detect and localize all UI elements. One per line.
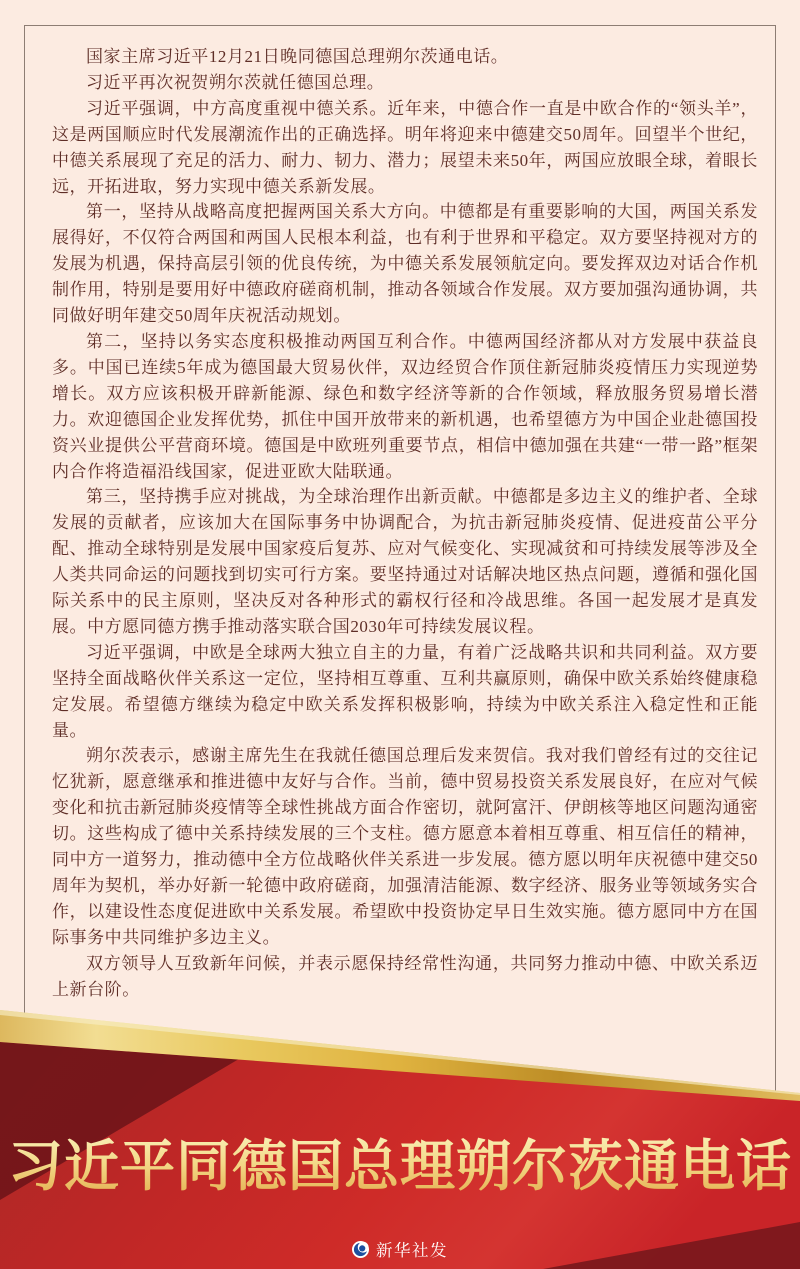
article-paragraph: 双方领导人互致新年问候，并表示愿保持经常性沟通，共同努力推动中德、中欧关系迈上新台阶。 <box>52 953 758 999</box>
xinhua-globe-icon <box>352 1241 369 1258</box>
article-paragraph: 朔尔茨表示，感谢主席先生在我就任德国总理后发来贺信。我对我们曾经有过的交往记忆犹新，愿意继承和推进德中友好与合作。当前，德中贸易投资关系发展良好，在应对气候变化和抗击新冠肺炎疫情等全球性挑战方面合作密切，就阿富汗、伊朗核等地区问题沟通密切。这些构成了德中关系持续发展的三个支柱。德方愿意本着相互尊重、相互信任的精神，同中方一道努力，推动德中全方位战略伙伴关系进一步发展。德方愿以明年庆祝德中建交50周年为契机，举办好新一轮德中政府磋商，加强清洁能源、数字经济、服务业等领域务实合作，以建设性态度促进欧中关系发展。希望欧中投资协定早日生效实施。德方愿同中方在国际事务中共同维护多边主义。 <box>52 746 758 947</box>
article-paragraph: 习近平强调，中方高度重视中德关系。近年来，中德合作一直是中欧合作的“领头羊”，这是两国顺应时代发展潮流作出的正确选择。明年将迎来中德建交50周年。回望半个世纪，中德关系展现了充足的活力、耐力、韧力、潜力；展望未来50年，两国应放眼全球，着眼长远，开拓进取，努力实现中德关系新发展。 <box>52 98 758 196</box>
article-paragraph: 第三，坚持携手应对挑战，为全球治理作出新贡献。中德都是多边主义的维护者、全球发展的贡献者，应该加大在国际事务中协调配合，为抗击新冠肺炎疫情、促进疫苗公平分配、推动全球特别是发展中国家疫后复苏、应对气候变化、实现减贫和可持续发展等涉及全人类共同命运的问题找到切实可行方案。要坚持通过对话解决地区热点问题，遵循和强化国际关系中的民主原则，坚决反对各种形式的霸权行径和冷战思维。各国一起发展才是真发展。中方愿同德方携手推动落实联合国2030年可持续发展议程。 <box>52 487 758 636</box>
banner-title: 习近平同德国总理朔尔茨通电话 <box>0 1134 800 1200</box>
article-paragraph: 习近平强调，中欧是全球两大独立自主的力量，有着广泛战略共识和共同利益。双方要坚持全面战略伙伴关系这一定位，坚持相互尊重、互利共赢原则，确保中欧关系始终健康稳定发展。希望德方继续为稳定中欧关系发挥积极影响，持续为中欧关系注入稳定性和正能量。 <box>52 642 758 740</box>
article-paragraph: 第一，坚持从战略高度把握两国关系大方向。中德都是有重要影响的大国，两国关系发展得好，不仅符合两国和两国人民根本利益，也有利于世界和平稳定。双方要坚持视对方的发展为机遇，保持高层引领的优良传统，为中德关系发展领航定向。要发挥双边对话合作机制作用，特别是要用好中德政府磋商机制，推动各领域合作发展。双方要加强沟通协调，共同做好明年建交50周年庆祝活动规划。 <box>52 202 758 326</box>
credit-label: 新华社发 <box>376 1242 448 1260</box>
article-paragraph: 国家主席习近平12月21日晚同德国总理朔尔茨通电话。 <box>86 47 509 66</box>
article-body <box>52 44 758 1003</box>
publisher-credit <box>0 1237 800 1261</box>
article-paragraph: 第二，坚持以务实态度积极推动两国互利合作。中德两国经济都从对方发展中获益良多。中国已连续5年成为德国最大贸易伙伴，双边经贸合作顶住新冠肺炎疫情压力实现逆势增长。双方应该积极开辟新能源、绿色和数字经济等新的合作领域，释放服务贸易增长潜力。欢迎德国企业发挥优势，抓住中国开放带来的新机遇，也希望德方为中国企业赴德国投资兴业提供公平营商环境。德国是中欧班列重要节点，相信中德加强在共建“一带一路”框架内合作将造福沿线国家，促进亚欧大陆联通。 <box>52 331 758 481</box>
article-paragraph: 习近平再次祝贺朔尔茨就任德国总理。 <box>86 72 385 92</box>
